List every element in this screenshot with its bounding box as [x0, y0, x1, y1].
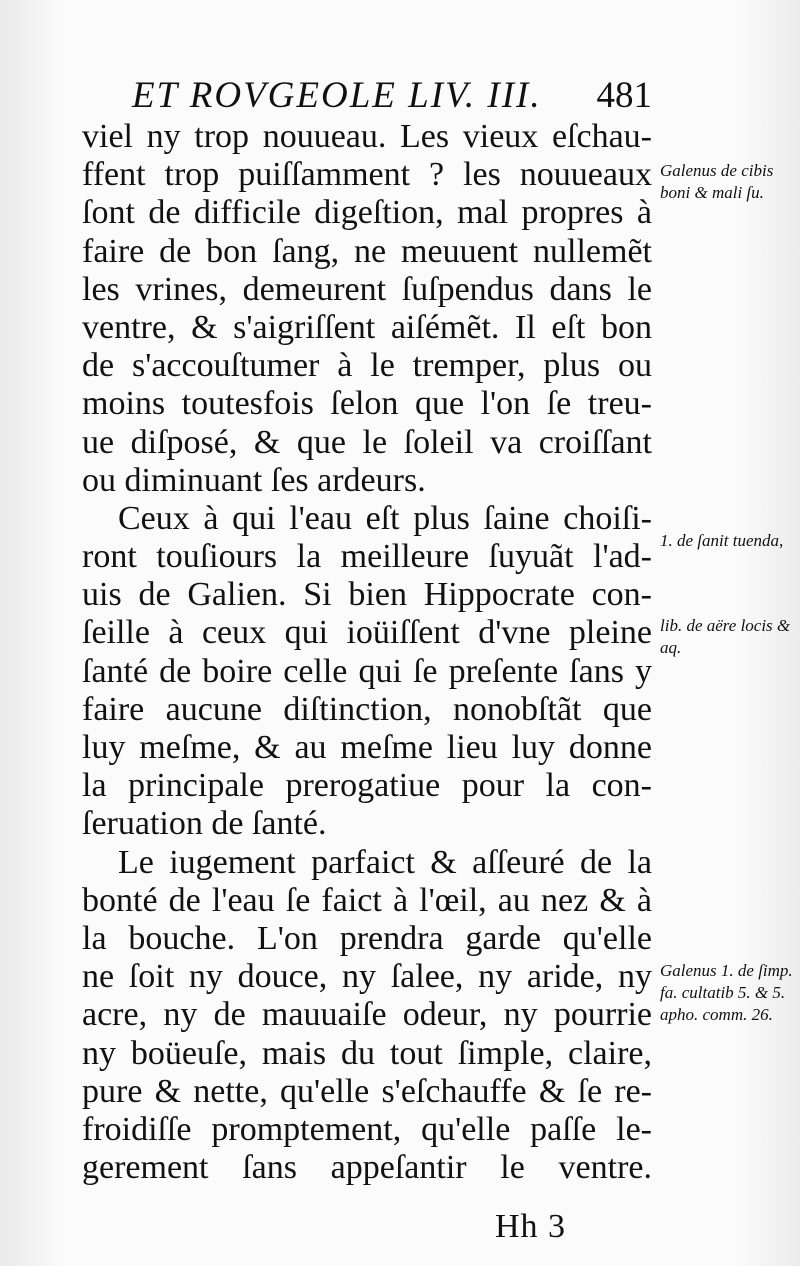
margin-note: Galenus de cibis boni & mali ſu.	[660, 161, 774, 202]
text-line: ny boüeuſe, mais du tout ſimple, claire,	[82, 1034, 652, 1072]
text-line: ront touſiours la meilleure ſuyuãt l'ad-	[82, 538, 652, 576]
text-line: ſont de difficile digeſtion, mal propres à	[82, 194, 652, 232]
text-line: froidiſſe promptement, qu'elle paſſe le-	[82, 1110, 652, 1148]
text-line: bonté de l'eau ſe faict à l'œil, au nez & à	[82, 881, 652, 919]
text-line: ſanté de boire celle qui ſe preſente ſans y	[82, 652, 652, 690]
text-line: ſeruation de ſanté.	[82, 805, 327, 843]
text-line: ſeille à ceux qui ioüiſſent d'vne pleine	[82, 614, 652, 652]
page-number: 481	[596, 75, 652, 116]
margin-note: lib. de aëre locis & aq.	[660, 616, 791, 657]
margin-note: 1. de ſanit tuenda,	[660, 531, 784, 550]
text-line: Ceux à qui l'eau eſt plus ſaine choiſi-	[118, 499, 652, 537]
margin-note: Galenus 1. de ſimp. fa. cultatib 5. & 5. apho. comm. 26.	[660, 961, 793, 1024]
text-line: ou diminuant ſes ardeurs.	[82, 461, 426, 499]
text-line: la bouche. L'on prendra garde qu'elle	[82, 919, 652, 957]
body-text	[82, 118, 652, 1187]
text-line: faire aucune diſtinction, nonobſtãt que	[82, 690, 652, 728]
running-title: ET ROVGEOLE LIV. III.	[132, 75, 542, 116]
text-line: les vrines, demeurent ſuſpendus dans le	[82, 270, 652, 308]
text-line: ue diſposé, & que le ſoleil va croiſſant	[82, 423, 652, 461]
text-line: moins toutesfois ſelon que l'on ſe treu-	[82, 385, 652, 423]
text-line: Le iugement parfaict & aſſeuré de la	[118, 843, 652, 881]
text-line: gerement ſans appeſantir le ventre.	[82, 1149, 652, 1187]
text-line: ne ſoit ny douce, ny ſalee, ny aride, ny	[82, 958, 652, 996]
text-line: de s'accouſtumer à le tremper, plus ou	[82, 347, 652, 385]
signature-mark: Hh 3	[495, 1208, 567, 1245]
text-line: ffent trop puiſſamment ? les nouueaux	[82, 156, 652, 194]
text-line: uis de Galien. Si bien Hippocrate con-	[82, 576, 652, 614]
running-header	[132, 74, 652, 117]
text-line: acre, ny de mauuaiſe odeur, ny pourrie	[82, 996, 652, 1034]
text-line: viel ny trop nouueau. Les vieux eſchau-	[82, 118, 652, 155]
text-line: ventre, & s'aigriſſent aiſémẽt. Il eſt bon	[82, 308, 652, 346]
text-line: la principale prerogatiue pour la con-	[82, 767, 652, 805]
text-line: pure & nette, qu'elle s'eſchauffe & ſe re-	[82, 1072, 652, 1110]
text-line: luy meſme, & au meſme lieu luy donne	[82, 729, 652, 766]
text-line: faire de bon ſang, ne meuuent nullemẽt	[82, 232, 652, 270]
